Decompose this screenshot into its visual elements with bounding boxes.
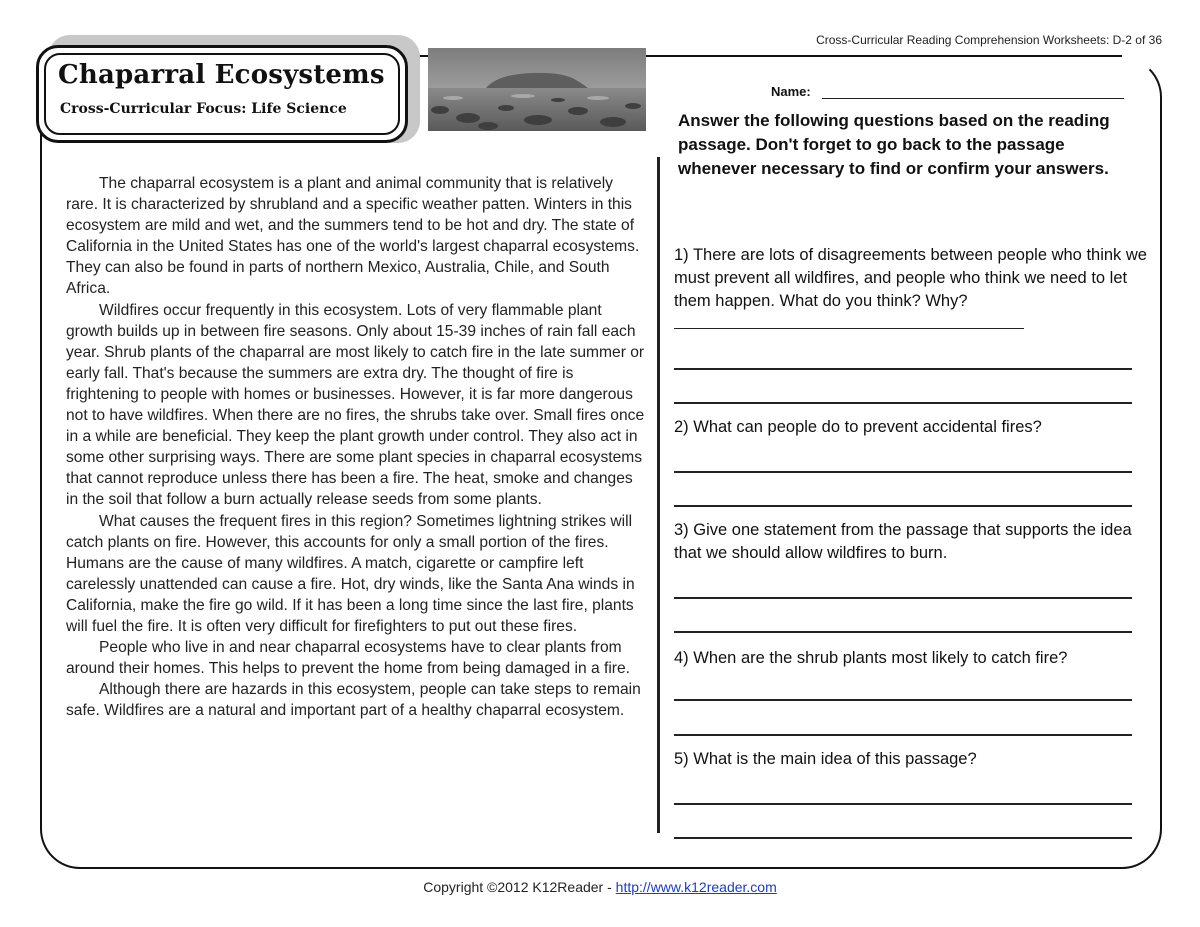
footer <box>0 879 1200 895</box>
column-divider <box>657 157 660 833</box>
footer-copyright: Copyright ©2012 K12Reader - <box>423 879 616 895</box>
instructions: Answer the following questions based on the reading passage. Don't forget to go back to the passage whenever necessary to find or confirm your answers. <box>678 111 1110 178</box>
landscape-photo <box>428 48 646 131</box>
answer-5-line-2[interactable] <box>674 837 1132 839</box>
question-1-text: 1) There are lots of disagreements between people who think we must prevent all wildfires, and people who think we need to let them happen. What do you think? Why? <box>674 246 1147 310</box>
page-subtitle: Cross-Curricular Focus: Life Science <box>60 101 347 117</box>
question-2: 2) What can people do to prevent accidental fires? <box>674 418 1042 436</box>
passage-paragraph-1: The chaparral ecosystem is a plant and animal community that is relatively rare. It is characterized by shrubland and a specific weather patten. Winters in this ecosystem are mild and wet, and the summers tend to be hot and dry. The state of California in the United States has one of the world's largest chaparral ecosystems. They can also be found in parts of northern Mexico, Australia, Chile, and South Africa. <box>66 175 640 298</box>
question-5: 5) What is the main idea of this passage? <box>674 750 977 768</box>
answer-1-inline-line[interactable] <box>674 328 1024 329</box>
answer-1-line-3[interactable] <box>674 402 1132 404</box>
name-label: Name: <box>771 84 811 99</box>
answer-1-line-2[interactable] <box>674 368 1132 370</box>
answer-5-line-1[interactable] <box>674 803 1132 805</box>
reading-passage <box>66 173 648 721</box>
answer-2-line-2[interactable] <box>674 505 1132 507</box>
name-field-line[interactable] <box>822 98 1124 99</box>
answer-4-line-2[interactable] <box>674 734 1132 736</box>
passage-paragraph-4: People who live in and near chaparral ecosystems have to clear plants from around their homes. This helps to prevent the home from being damaged in a fire. <box>66 639 631 678</box>
question-4: 4) When are the shrub plants most likely to catch fire? <box>674 649 1068 667</box>
passage-paragraph-3: What causes the frequent fires in this region? Sometimes lightning strikes will catch plants on fire. However, this accounts for only a small portion of the fires. Humans are the cause of many wildfires. A match, cigarette or campfire left carelessly unattended can cause a fire. Hot, dry winds, like the Santa Ana winds in California, make the fire go wild. If it has been a long time since the last fire, plants will fuel the fire. It is often very difficult for firefighters to put out these fires. <box>66 512 635 635</box>
question-1 <box>674 244 1150 336</box>
answer-2-line-1[interactable] <box>674 471 1132 473</box>
footer-link[interactable]: http://www.k12reader.com <box>615 879 777 895</box>
worksheet-series-label: Cross-Curricular Reading Comprehension Worksheets: D-2 of 36 <box>816 33 1162 47</box>
answer-4-line-1[interactable] <box>674 699 1132 701</box>
answer-3-line-1[interactable] <box>674 597 1132 599</box>
page-title: Chaparral Ecosystems <box>58 60 385 90</box>
passage-paragraph-2: Wildfires occur frequently in this ecosystem. Lots of very flammable plant growth builds up in between fire seasons. Only about 15-39 inches of rain fall each year. Shrub plants of the chaparral are most likely to catch fire in the late summer or early fall. That's because the summers are extra dry. The thought of fire is frightening to people with homes or businesses. However, it is far more dangerous not to have wildfires. When there are no fires, the shrubs take over. Small fires once in a while are beneficial. They keep the plant growth under control. They also act in some other surprising ways. There are some plant species in chaparral ecosystems that cannot reproduce unless there has been a fire. The heat, smoke and changes in the soil that follow a burn actually release seeds from some plants. <box>66 301 645 509</box>
question-3: 3) Give one statement from the passage that supports the idea that we should allow wildfires to burn. <box>674 521 1132 562</box>
passage-paragraph-5: Although there are hazards in this ecosystem, people can take steps to remain safe. Wildfires are a natural and important part of a healthy chaparral ecosystem. <box>66 681 641 720</box>
answer-3-line-2[interactable] <box>674 631 1132 633</box>
